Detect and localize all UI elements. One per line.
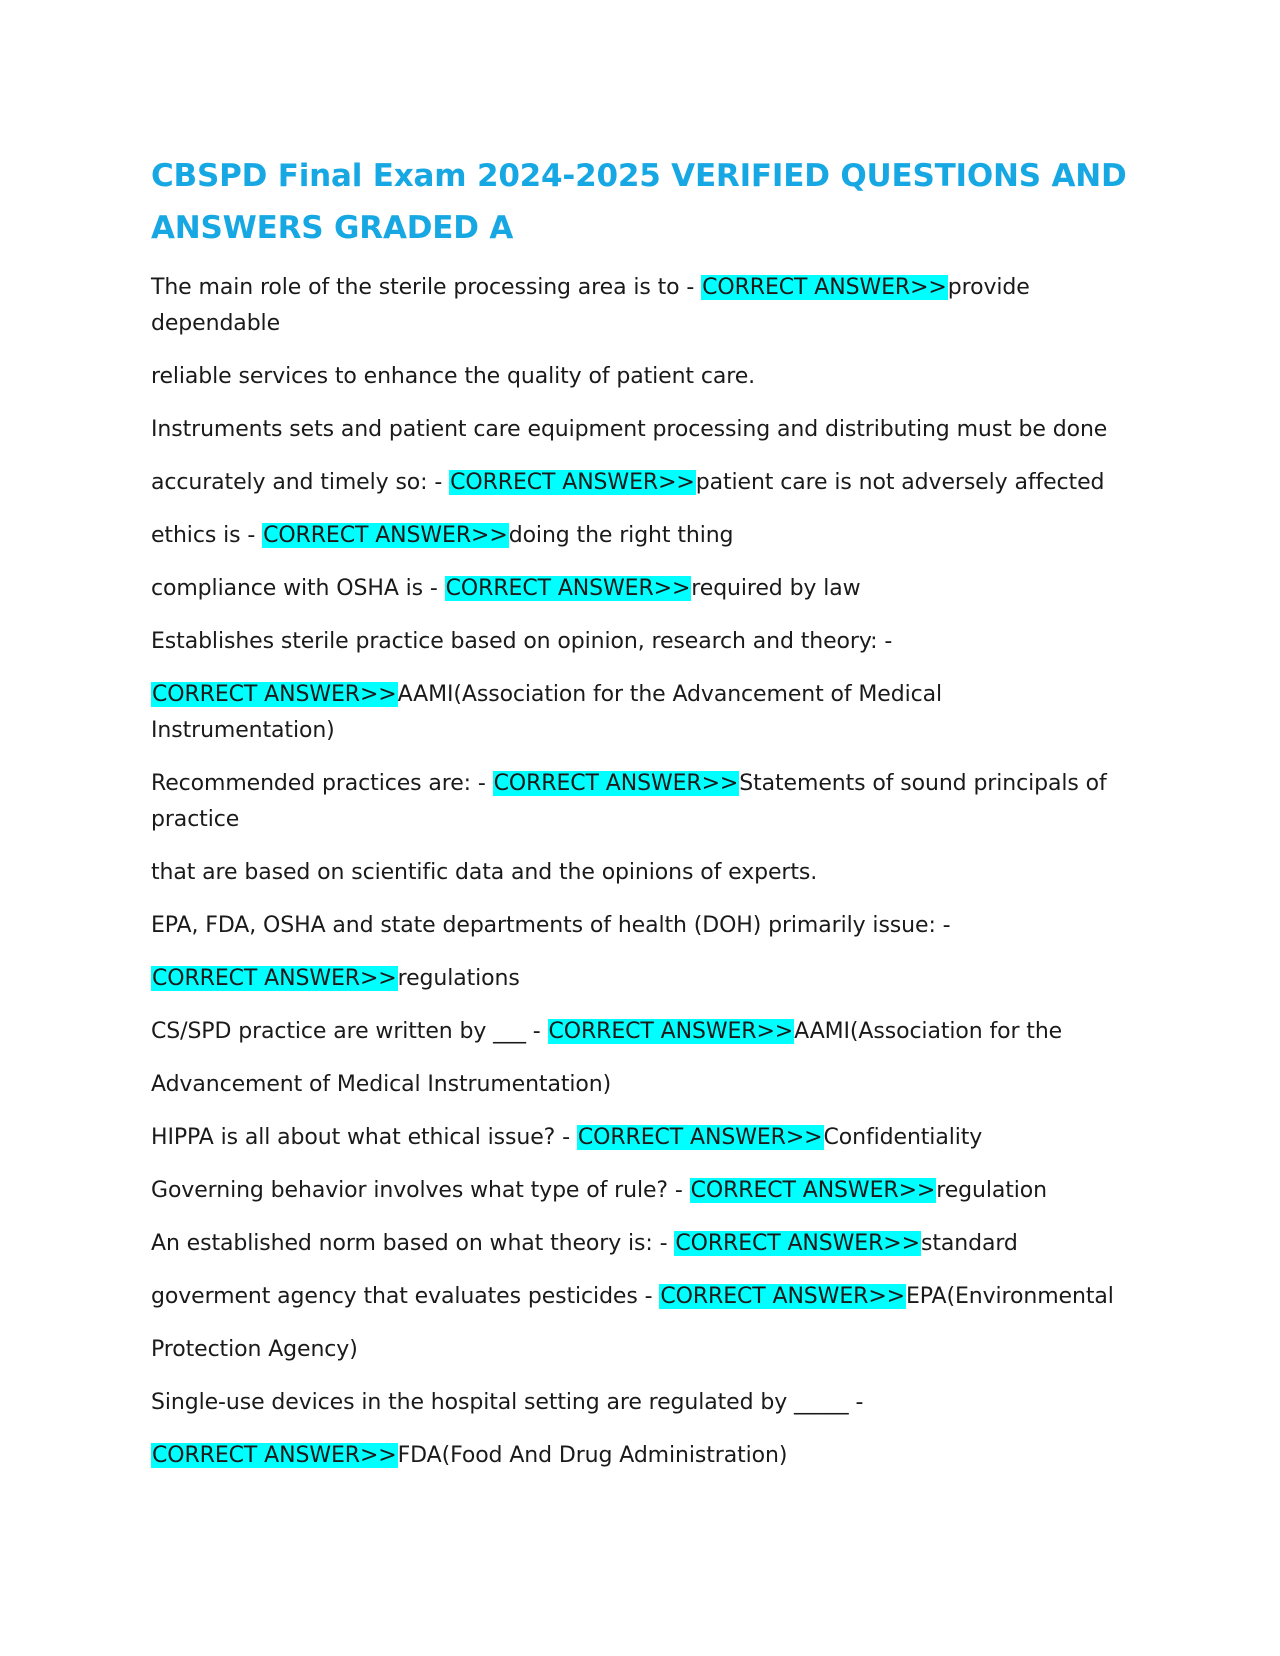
qa-line — [151, 270, 1141, 306]
qa-line: Instrumentation) — [151, 718, 335, 743]
question-text: HIPPA is all about what ethical issue? - — [151, 1125, 577, 1150]
answer-text: regulation — [936, 1178, 1047, 1203]
answer-text: provide — [947, 275, 1030, 300]
qa-line: Protection Agency) — [151, 1337, 358, 1362]
answer-tag: CORRECT ANSWER>> — [152, 682, 397, 707]
qa-line: that are based on scientific data and the opinions of experts. — [151, 860, 818, 885]
answer-text: required by law — [691, 576, 861, 601]
qa-line: Advancement of Medical Instrumentation) — [151, 1072, 612, 1097]
answer-tag: CORRECT ANSWER>> — [660, 1284, 905, 1309]
qa-line — [151, 961, 1141, 997]
answer-text: EPA(Environmental — [905, 1284, 1114, 1309]
answer-tag: CORRECT ANSWER>> — [577, 1125, 823, 1150]
qa-line: Instruments sets and patient care equipment processing and distributing must be done — [151, 417, 1108, 442]
qa-line: EPA, FDA, OSHA and state departments of health (DOH) primarily issue: - — [151, 913, 951, 938]
qa-line — [151, 518, 1141, 554]
answer-tag: CORRECT ANSWER>> — [445, 576, 691, 601]
qa-line — [151, 1438, 1141, 1474]
qa-list — [151, 270, 1141, 1474]
qa-line: reliable services to enhance the quality of patient care. — [151, 364, 756, 389]
qa-line — [151, 571, 1141, 607]
question-text: compliance with OSHA is - — [151, 576, 445, 601]
qa-line — [151, 1120, 1141, 1156]
qa-line — [151, 766, 1141, 802]
qa-line — [151, 1279, 1141, 1315]
answer-text: regulations — [397, 966, 520, 991]
qa-line: Single-use devices in the hospital setting are regulated by _____ - — [151, 1390, 864, 1415]
answer-tag: CORRECT ANSWER>> — [450, 470, 695, 495]
answer-tag: CORRECT ANSWER>> — [675, 1231, 920, 1256]
qa-line — [151, 1226, 1141, 1262]
answer-text: Confidentiality — [823, 1125, 983, 1150]
answer-text: FDA(Food And Drug Administration) — [397, 1443, 788, 1468]
qa-line: practice — [151, 807, 240, 832]
question-text: ethics is - — [151, 523, 263, 548]
answer-tag: CORRECT ANSWER>> — [152, 966, 397, 991]
question-text: Governing behavior involves what type of rule? - — [151, 1178, 690, 1203]
answer-text: AAMI(Association for the Advancement of Medical — [397, 682, 943, 707]
question-text: accurately and timely so: - — [151, 470, 450, 495]
answer-tag: CORRECT ANSWER>> — [263, 523, 508, 548]
qa-line — [151, 677, 1141, 713]
question-text: goverment agency that evaluates pesticides - — [151, 1284, 660, 1309]
qa-line — [151, 1173, 1141, 1209]
answer-tag: CORRECT ANSWER>> — [493, 771, 739, 796]
title-line-1: CBSPD Final Exam 2024-2025 VERIFIED QUESTIONS AND — [151, 158, 1127, 194]
qa-line — [151, 465, 1141, 501]
answer-tag: CORRECT ANSWER>> — [702, 275, 947, 300]
document-title — [151, 150, 1141, 254]
answer-tag: CORRECT ANSWER>> — [152, 1443, 397, 1468]
answer-tag: CORRECT ANSWER>> — [690, 1178, 936, 1203]
answer-text: standard — [920, 1231, 1018, 1256]
answer-tag: CORRECT ANSWER>> — [548, 1019, 794, 1044]
question-text: CS/SPD practice are written by ___ - — [151, 1019, 548, 1044]
answer-text: Statements of sound principals of — [739, 771, 1107, 796]
answer-text: AAMI(Association for the — [794, 1019, 1063, 1044]
title-line-2: ANSWERS GRADED A — [151, 210, 514, 246]
question-text: An established norm based on what theory is: - — [151, 1231, 675, 1256]
document-content — [151, 150, 1141, 1474]
answer-text: doing the right thing — [508, 523, 734, 548]
qa-line: Establishes sterile practice based on opinion, research and theory: - — [151, 629, 893, 654]
qa-line — [151, 1014, 1141, 1050]
question-text: Recommended practices are: - — [151, 771, 493, 796]
answer-text: patient care is not adversely affected — [695, 470, 1105, 495]
qa-line: dependable — [151, 311, 281, 336]
question-text: The main role of the sterile processing area is to - — [151, 275, 702, 300]
